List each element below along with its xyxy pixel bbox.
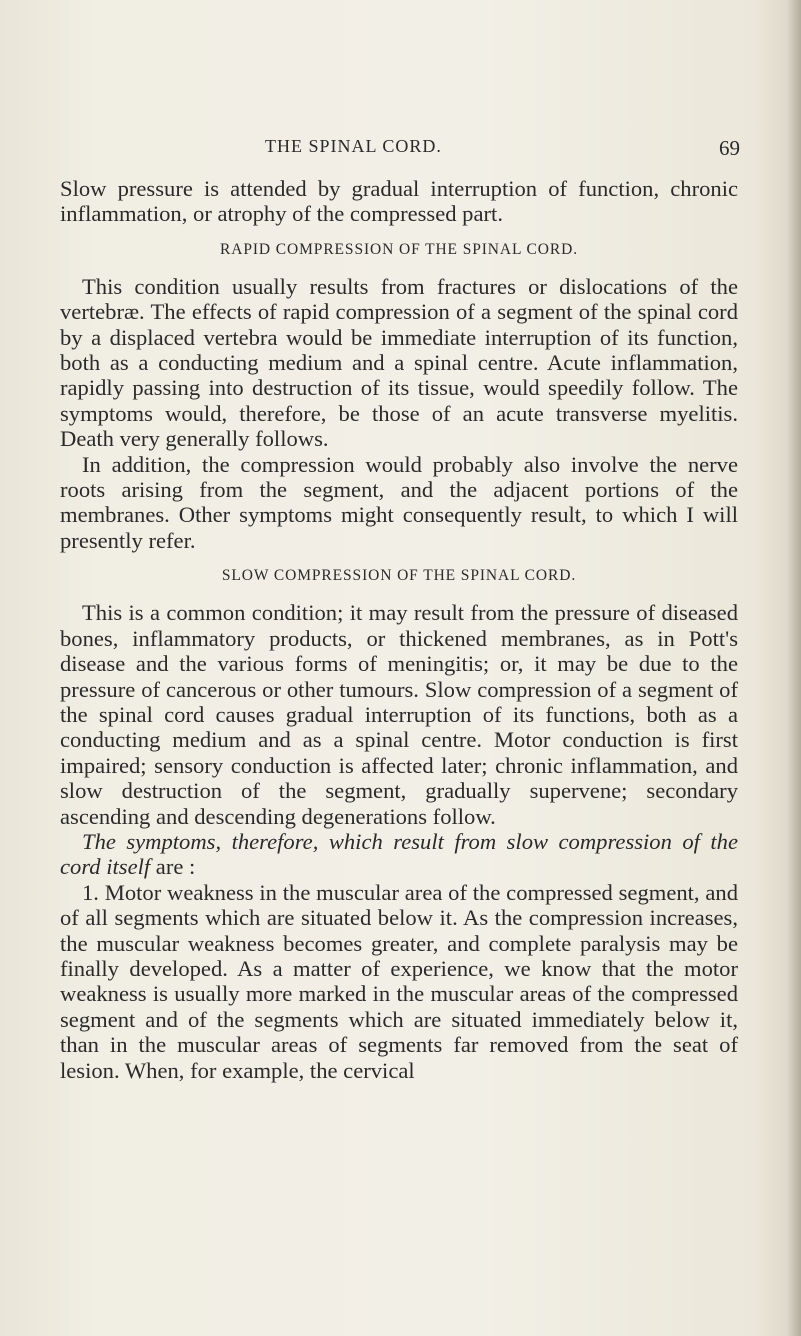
section-heading-slow-compression: SLOW COMPRESSION OF THE SPINAL CORD. <box>221 567 577 585</box>
slow-compression-paragraph-1: This is a common condition; it may result from the pressure of diseased bones, inflammatory products, or thickened membranes, as in Pott's disease and the various forms of meningitis; or, it may be due to the pressure of cancerous or other tumours. Slow compression of a segment of the spinal cord causes gradual interruption of its functions, both as a conducting medium and as a spinal centre. Motor conduction is first impaired; sensory conduction is affected later; chronic inflammation, and slow destruction of the segment, gradually supervene; secondary ascending and descending degenerations follow. <box>60 600 738 829</box>
symptoms-intro-italic: The symptoms, therefore, which result from slow compression of the cord itself <box>60 828 738 880</box>
symptoms-intro-paragraph <box>60 829 738 880</box>
symptoms-intro-tail: are : <box>150 854 196 880</box>
section-heading-rapid-compression: RAPID COMPRESSION OF THE SPINAL CORD. <box>220 240 578 258</box>
page-header <box>60 136 740 164</box>
symptom-item-1: 1. Motor weakness in the muscular area of the compressed segment, and of all segments which are situated below it. As the compression increases, the muscular weakness becomes greater, and complete paralysis may be finally developed. As a matter of experience, we know that the motor weakness is usually more marked in the muscular areas of the compressed segment and of the segments which are situated immediately below it, than in the muscular areas of segments far removed from the seat of lesion. When, for example, the cervical <box>60 879 738 1083</box>
page-body <box>60 176 738 1083</box>
page-number: 69 <box>719 136 740 160</box>
rapid-compression-paragraph-2: In addition, the compression would probably also involve the nerve roots arising from the segment, and the adjacent portions of the membranes. Other symptoms might consequently result, to which I will presently refer. <box>60 451 738 553</box>
page-edge-shadow <box>787 0 801 1336</box>
running-head: THE SPINAL CORD. <box>265 136 442 156</box>
intro-paragraph: Slow pressure is attended by gradual interruption of function, chronic inflammation, or atrophy of the compressed part. <box>60 176 738 227</box>
rapid-compression-paragraph-1: This condition usually results from fractures or dislocations of the vertebræ. The effects of rapid compression of a segment of the spinal cord by a displaced vertebra would be immediate interruption of its function, both as a conducting medium and a spinal centre. Acute inflammation, rapidly passing into destruction of its tissue, would speedily follow. The symptoms would, therefore, be those of an acute transverse myelitis. Death very generally follows. <box>60 273 738 452</box>
